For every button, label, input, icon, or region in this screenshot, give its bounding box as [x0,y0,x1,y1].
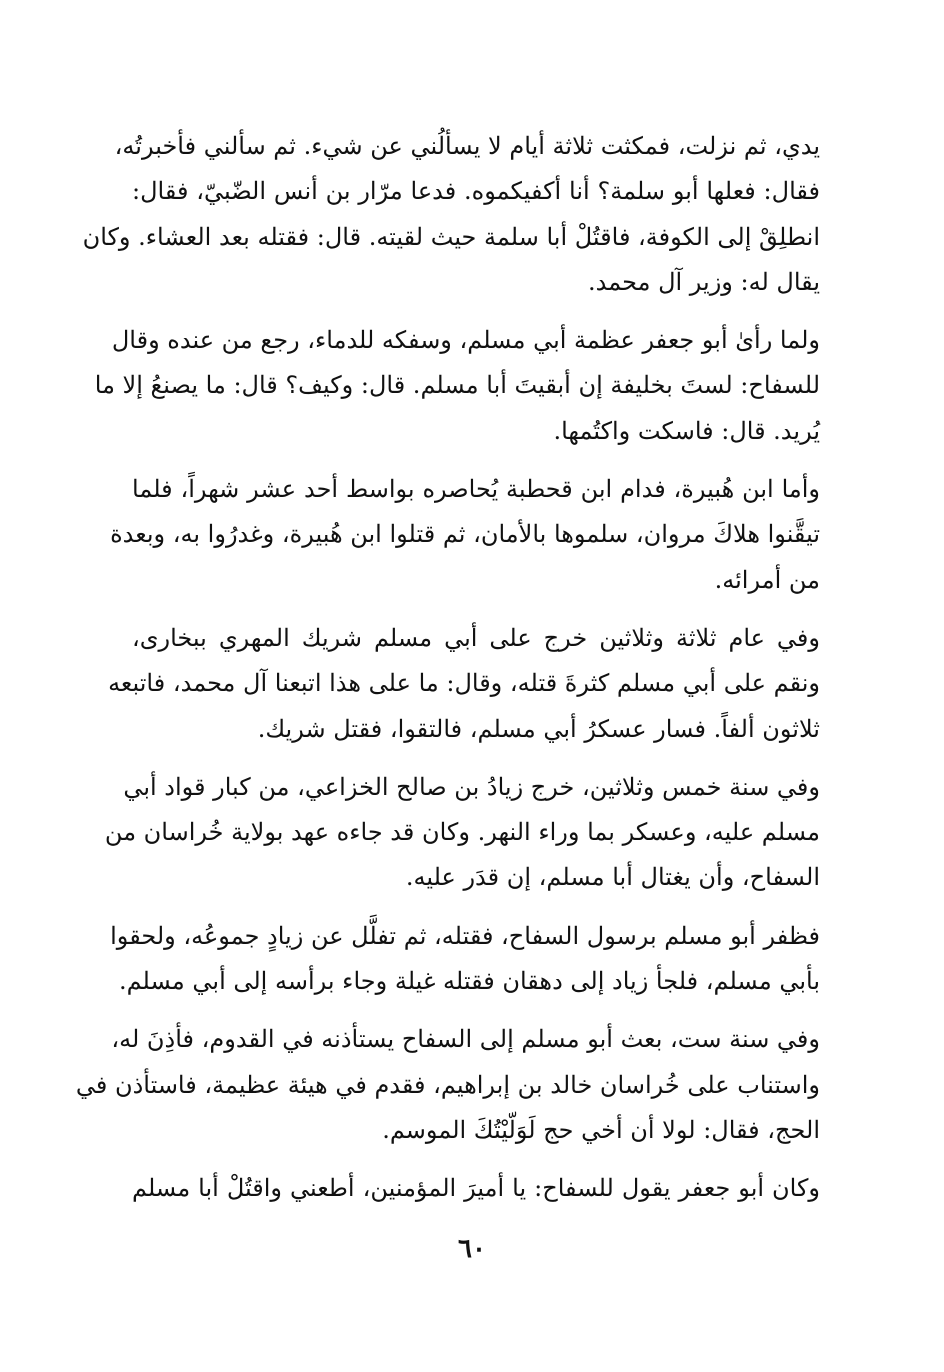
text-line: وكان أبو جعفر يقول للسفاح: يا أميرَ المؤمنين، أطعني واقتُلْ أبا مسلم [132,1174,820,1203]
text-line: ولما رأىٰ أبو جعفر عظمة أبي مسلم، وسفكه للدماء، رجع من عنده وقال [111,326,820,355]
text-line: واستناب على خُراسان خالد بن إبراهيم، فقدم في هيئة عظيمة، فاستأذن في [75,1070,820,1099]
text-line: فظفر أبو مسلم برسول السفاح، فقتله، ثم تفلَّل عن زيادٍ جموعُه، ولحقوا [110,921,820,950]
text-line: تيقَّنوا هلاكَ مروان، سلموها بالأمان، ثم قتلوا ابن هُبيرة، وغدرُوا به، وبعدة [110,520,820,549]
text-line: وفي سنة ست، بعث أبو مسلم إلى السفاح يستأذنه في القدوم، فأذِنَ له، [111,1025,820,1054]
paragraph-5 [104,765,820,901]
text-line: وفي عام ثلاثة وثلاثين خرج على أبي مسلم شريك المهري ببخارى، [132,623,820,652]
text-line: فقال: فعلها أبو سلمة؟ أنا أكفيكموه. فدعا مرّار بن أنس الضّبيّ، فقال: [132,177,820,206]
text-line: ثلاثون ألفاً. فسار عسكرُ أبي مسلم، فالتقوا، فقتل شريك. [257,714,820,743]
text-line: يُريد. قال: فاسكت واكتُمها. [553,416,820,445]
paragraph-4 [108,616,820,752]
paragraph-1 [82,124,820,305]
text-line: مسلم عليه، وعسكر بما وراء النهر. وكان قد جاءه عهد بولاية خُراسان من [104,818,820,847]
text-line: يدي، ثم نزلت، فمكثت ثلاثة أيام لا يسألُني عن شيء. ثم سألني فأخبرتُه، [114,132,820,160]
text-line: الحج، فقال: لولا أن أخي حج لَوَلّيْتُكَ الموسم. [382,1115,820,1144]
text-line: من أمرائه. [714,565,820,594]
paragraph-8 [132,1166,820,1211]
text-line: ونقم على أبي مسلم كثرةَ قتله، وقال: ما على هذا اتبعنا آل محمد، فاتبعه [108,669,820,698]
paragraph-7 [75,1017,820,1153]
paragraph-3 [110,467,820,603]
text-line: بأبي مسلم، فلجأ زياد إلى دهقان فقتله غيلة وجاء برأسه إلى أبي مسلم. [118,967,820,996]
text-line: وفي سنة خمس وثلاثين، خرج زيادُ بن صالح الخزاعي، من كبار قواد أبي [123,772,820,801]
text-line: وأما ابن هُبيرة، فدام ابن قحطبة يُحاصره بواسط أحد عشر شهراً، فلما [132,475,820,504]
text-line: السفاح، وأن يغتال أبا مسلم، إن قدَر عليه. [405,863,820,892]
text-line: انطلِقْ إلى الكوفة، فاقتُلْ أبا سلمة حيث لقيته. قال: فقتله بعد العشاء. وكان [82,222,820,251]
text-line: يقال له: وزير آل محمد. [587,267,820,296]
text-line: للسفاح: لستَ بخليفة إن أبقيتَ أبا مسلم. قال: وكيف؟ قال: ما يصنعُ إلا ما [94,371,820,400]
page-body-text [75,124,820,1212]
paragraph-6 [110,914,820,1005]
paragraph-2 [94,318,820,454]
page-number: ٦٠ [458,1234,486,1264]
